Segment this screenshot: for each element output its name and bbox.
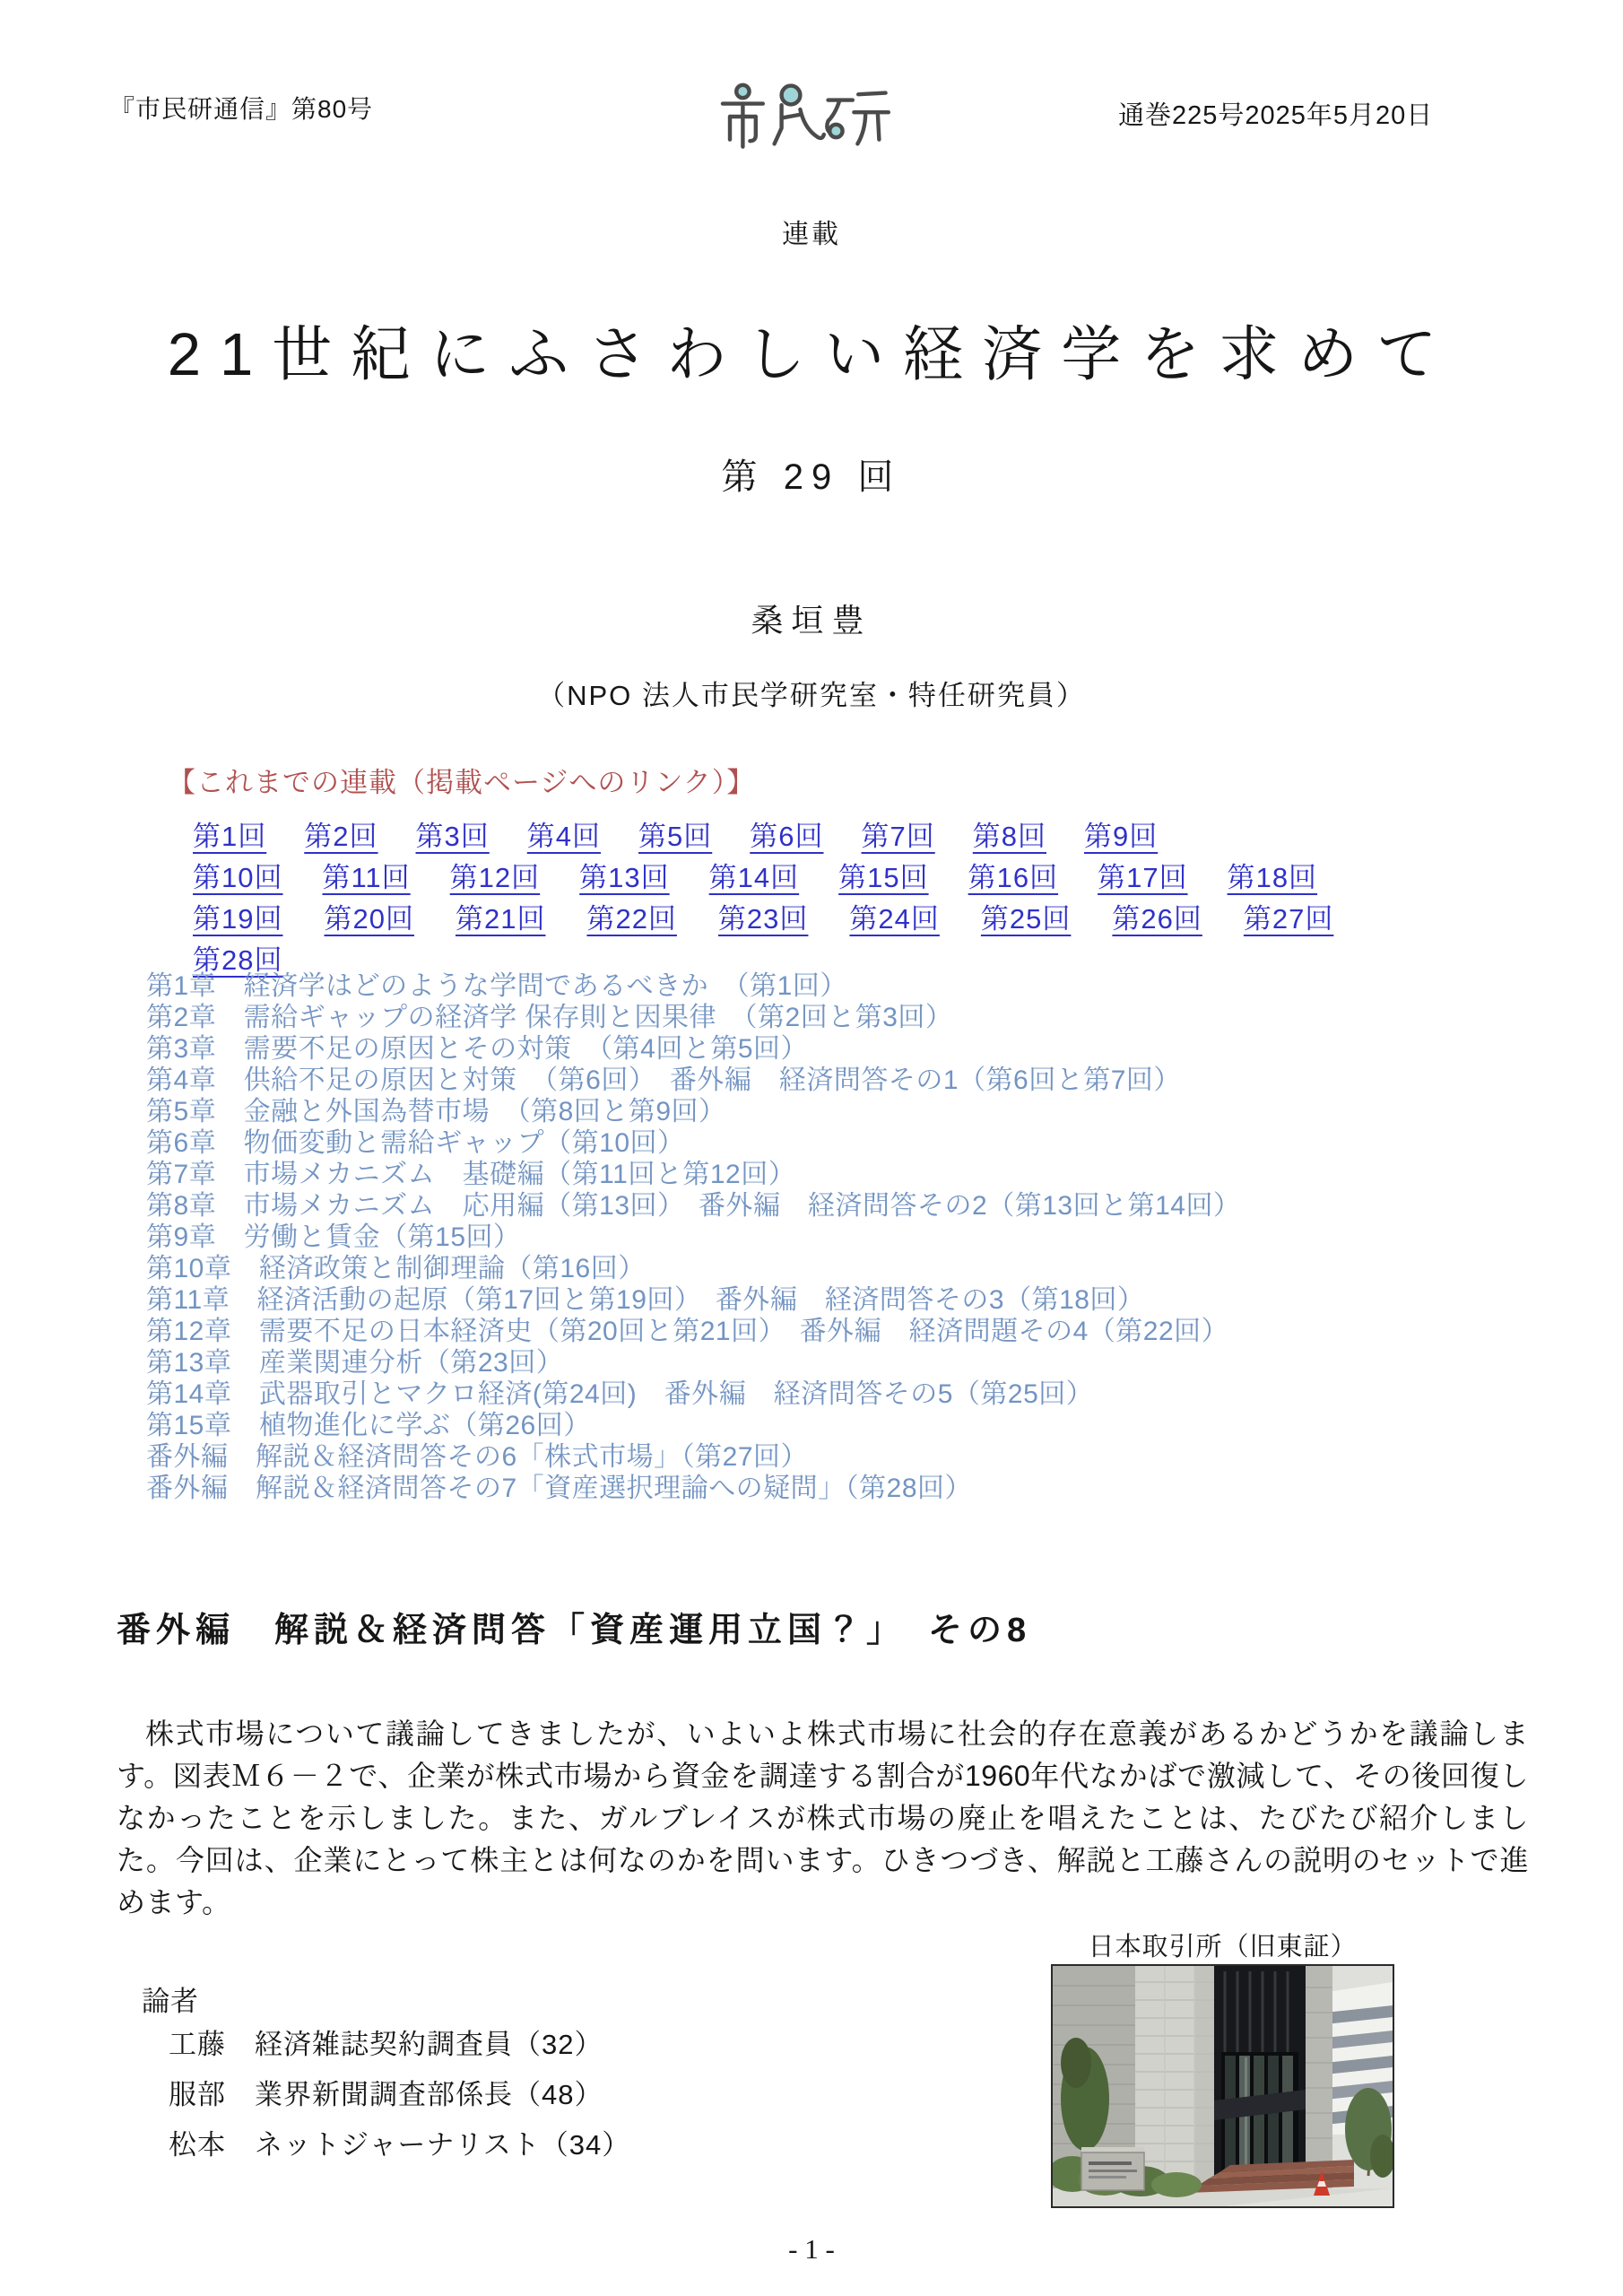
discussant: 工藤 経済雑誌契約調査員（32） (169, 2029, 603, 2060)
author-affiliation: （NPO 法人市民学研究室・特任研究員） (537, 680, 1086, 711)
toc-item: 第1章 経済学はどのような学問であるべきか （第1回） (146, 971, 847, 1001)
link-episode-24[interactable]: 第24回 (849, 903, 940, 935)
link-episode-27[interactable]: 第27回 (1243, 903, 1334, 935)
past-installments (117, 767, 1524, 978)
discussant: 松本 ネットジャーナリスト（34） (169, 2129, 631, 2161)
link-episode-17[interactable]: 第17回 (1098, 862, 1188, 893)
link-episode-9[interactable]: 第9回 (1084, 821, 1159, 852)
link-episode-12[interactable]: 第12回 (449, 862, 541, 893)
link-row-1 (193, 813, 1524, 855)
issue-date: 通巻225号2025年5月20日 (1118, 101, 1434, 130)
link-episode-2[interactable]: 第2回 (304, 821, 378, 852)
discussant: 服部 業界新聞調査部係長（48） (169, 2079, 603, 2110)
newsletter-issue: 『市民研通信』第80号 (109, 95, 374, 123)
toc-item: 第11章 経済活動の起原（第17回と第19回） 番外編 経済問答その3（第18回） (146, 1285, 1145, 1315)
toc-item: 番外編 解説＆経済問答その7「資産選択理論への疑問」（第28回） (146, 1474, 973, 1503)
toc-item: 第4章 供給不足の原因と対策 （第6回） 番外編 経済問答その1（第6回と第7回） (146, 1065, 1181, 1095)
tse-building-illustration (1053, 1966, 1393, 2206)
link-episode-28[interactable]: 第28回 (193, 944, 283, 976)
link-episode-25[interactable]: 第25回 (980, 903, 1072, 935)
toc-item: 第14章 武器取引とマクロ経済(第24回) 番外編 経済問答その5（第25回） (146, 1379, 1094, 1409)
photo-tse-building (1051, 1964, 1394, 2208)
link-episode-5[interactable]: 第5回 (638, 821, 713, 852)
link-episode-13[interactable]: 第13回 (579, 862, 670, 893)
discussants-list (169, 2020, 630, 2170)
link-row-3 (193, 896, 1524, 937)
past-installments-heading: 【これまでの連載（掲載ページへのリンク）】 (168, 767, 756, 798)
link-episode-21[interactable]: 第21回 (455, 903, 546, 935)
toc-item: 第6章 物価変動と需給ギャップ（第10回） (146, 1128, 685, 1158)
chapter-list (146, 970, 1581, 1504)
toc-item: 第12章 需要不足の日本経済史（第20回と第21回） 番外編 経済問題その4（第22回） (146, 1317, 1229, 1346)
link-episode-18[interactable]: 第18回 (1227, 862, 1318, 893)
toc-item: 第15章 植物進化に学ぶ（第26回） (146, 1411, 591, 1440)
toc-item: 第8章 市場メカニズム 応用編（第13回） 番外編 経済問答その2（第13回と第14回） (146, 1191, 1241, 1221)
link-episode-6[interactable]: 第6回 (750, 821, 824, 852)
link-episode-15[interactable]: 第15回 (838, 862, 929, 893)
toc-item: 第10章 経済政策と制御理論（第16回） (146, 1254, 646, 1283)
shiminken-logo (719, 72, 891, 161)
link-episode-23[interactable]: 第23回 (717, 903, 809, 935)
link-episode-8[interactable]: 第8回 (972, 821, 1046, 852)
link-episode-1[interactable]: 第1回 (193, 821, 267, 852)
toc-item: 第13章 産業関連分析（第23回） (146, 1348, 564, 1378)
link-episode-4[interactable]: 第4回 (526, 821, 601, 852)
toc-item: 第2章 需給ギャップの経済学 保存則と因果律 （第2回と第3回） (146, 1003, 953, 1032)
episode-number: 第 29 回 (721, 457, 902, 497)
section-heading: 番外編 解説＆経済問答「資産運用立国？」 その8 (117, 1612, 1032, 1649)
page-number: - 1 - (788, 2233, 835, 2265)
toc-item: 第7章 市場メカニズム 基礎編（第11回と第12回） (146, 1160, 796, 1189)
toc-item: 第9章 労働と賃金（第15回） (146, 1222, 521, 1252)
author-name: 桑垣豊 (751, 602, 872, 639)
link-episode-20[interactable]: 第20回 (324, 903, 414, 935)
link-episode-16[interactable]: 第16回 (968, 862, 1059, 893)
link-episode-22[interactable]: 第22回 (586, 903, 677, 935)
link-episode-14[interactable]: 第14回 (708, 862, 800, 893)
link-episode-26[interactable]: 第26回 (1112, 903, 1202, 935)
toc-item: 第5章 金融と外国為替市場 （第8回と第9回） (146, 1097, 726, 1126)
link-episode-11[interactable]: 第11回 (322, 862, 411, 893)
link-episode-19[interactable]: 第19回 (193, 903, 283, 935)
photo-caption: 日本取引所（旧東証） (1088, 1933, 1358, 1961)
article-title: 21世紀にふさわしい経済学を求めて (167, 321, 1456, 388)
link-row-2 (193, 855, 1524, 896)
series-label: 連載 (782, 220, 841, 249)
body-paragraph: 株式市場について議論してきましたが、いよいよ株式市場に社会的存在意義があるかどうかを議論します。図表Ｍ６－２で、企業が株式市場から資金を調達する割合が1960年代なかばで激減して、その後回復しなかったことを示しました。また、ガルブレイスが株式市場の廃止を唱えたことは、たびたび紹介しました。今回は、企業にとって株主とは何なのかを問います。ひきつづき、解説と工藤さんの説明のセットで進めます。 (117, 1718, 1529, 1918)
link-episode-3[interactable]: 第3回 (415, 821, 490, 852)
link-episode-7[interactable]: 第7回 (861, 821, 935, 852)
link-episode-10[interactable]: 第10回 (193, 862, 283, 893)
toc-item: 第3章 需要不足の原因とその対策 （第4回と第5回） (146, 1034, 809, 1064)
discussants-label: 論者 (142, 1986, 199, 2017)
toc-item: 番外編 解説＆経済問答その6「株式市場」（第27回） (146, 1442, 809, 1472)
